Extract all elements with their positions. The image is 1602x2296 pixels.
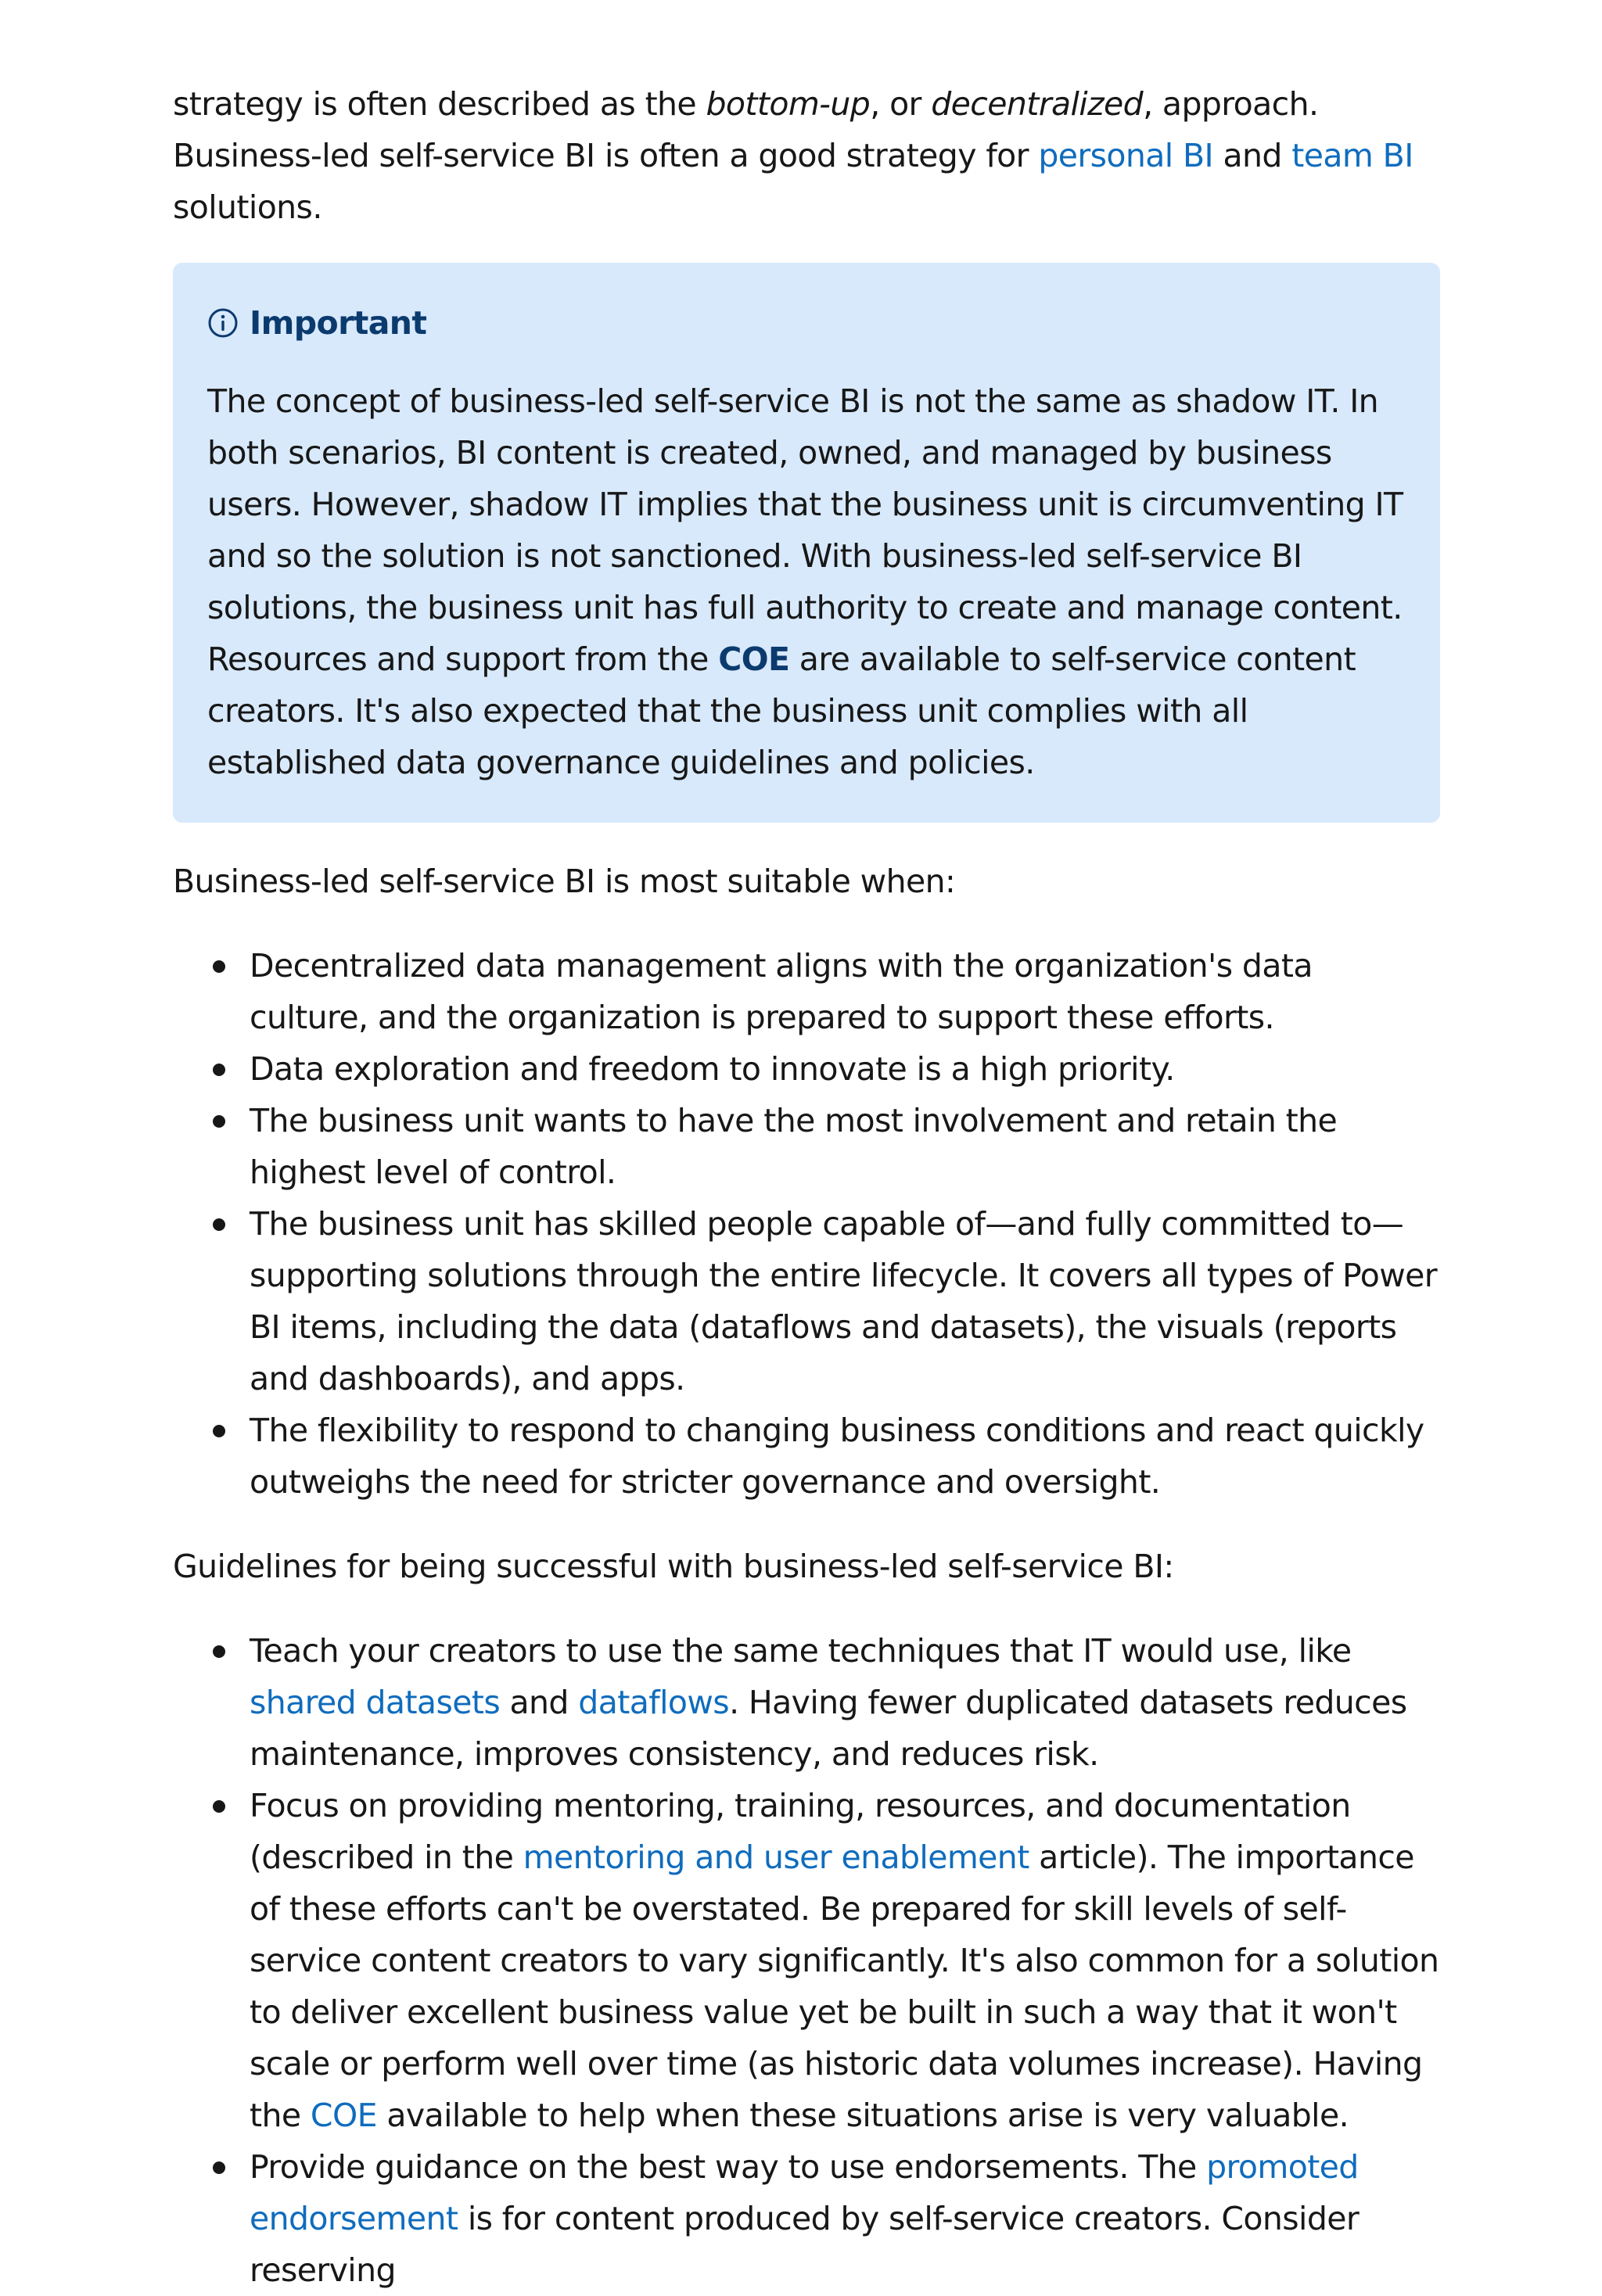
callout-title-text: Important: [250, 304, 427, 342]
link-shared-datasets[interactable]: shared datasets: [250, 1684, 501, 1721]
list-item: The business unit wants to have the most involvement and retain the highest level of control.: [250, 1095, 1440, 1198]
link-personal-bi[interactable]: personal BI: [1038, 137, 1214, 174]
list-item: Focus on providing mentoring, training, resources, and documentation (described in the mentoring and user enablement article). The importance of these efforts can't be overstated. Be prepared for skill levels of self-service content creators to vary significantly. It's also common for a solution to deliver excellent business value yet be built in such a way that it won't scale or perform well over time (as historic data volumes increase). Having the COE available to help when these situations arise is very valuable.: [250, 1780, 1440, 2141]
suitable-list: [173, 940, 1440, 1508]
callout-body: The concept of business-led self-service BI is not the same as shadow IT. In both scenarios, BI content is created, owned, and managed by business users. However, shadow IT implies that the business unit is circumventing IT and so the solution is not sanctioned. With business-led self-service BI solutions, the business unit has full authority to create and manage content. Resources and support from the COE are available to self-service content creators. It's also expected that the business unit complies with all established data governance guidelines and policies.: [207, 382, 1403, 781]
article-content: [173, 78, 1440, 2296]
emphasis-decentralized: decentralized: [931, 85, 1144, 123]
guidelines-heading: Guidelines for being successful with business-led self-service BI:: [173, 1548, 1174, 1585]
list-item: Teach your creators to use the same techniques that IT would use, like shared datasets and dataflows. Having fewer duplicated datasets reduces maintenance, improves consistency, and reduces risk.: [250, 1625, 1440, 1780]
intro-paragraph: strategy is often described as the bottom-up, or decentralized, approach. Business-led self-service BI is often a good strategy for personal BI and team BI solutions.: [173, 85, 1413, 226]
suitable-heading: Business-led self-service BI is most suitable when:: [173, 863, 956, 900]
emphasis-bottom-up: bottom-up: [706, 85, 871, 123]
list-item: The flexibility to respond to changing business conditions and react quickly outweighs the need for stricter governance and oversight.: [250, 1405, 1440, 1508]
callout-coe-bold: COE: [718, 640, 790, 678]
callout-title: [207, 303, 1406, 343]
link-mentoring-user-enablement[interactable]: mentoring and user enablement: [523, 1839, 1029, 1876]
link-coe[interactable]: COE: [310, 2097, 377, 2134]
important-callout: [173, 263, 1440, 823]
list-item: Decentralized data management aligns with the organization's data culture, and the organization is prepared to support these efforts.: [250, 940, 1440, 1043]
link-promoted-endorsement[interactable]: promoted endorsement: [250, 2148, 1359, 2237]
link-team-bi[interactable]: team BI: [1291, 137, 1413, 174]
list-item: The business unit has skilled people capable of—and fully committed to—supporting solutions through the entire lifecycle. It covers all types of Power BI items, including the data (dataflows and datasets), the visuals (reports and dashboards), and apps.: [250, 1198, 1440, 1405]
list-item: Data exploration and freedom to innovate is a high priority.: [250, 1043, 1440, 1095]
list-item: Provide guidance on the best way to use endorsements. The promoted endorsement is for content produced by self-service creators. Consider reserving: [250, 2141, 1440, 2296]
link-dataflows[interactable]: dataflows: [578, 1684, 730, 1721]
info-icon: [207, 307, 239, 339]
guidelines-list: [173, 1625, 1440, 2296]
